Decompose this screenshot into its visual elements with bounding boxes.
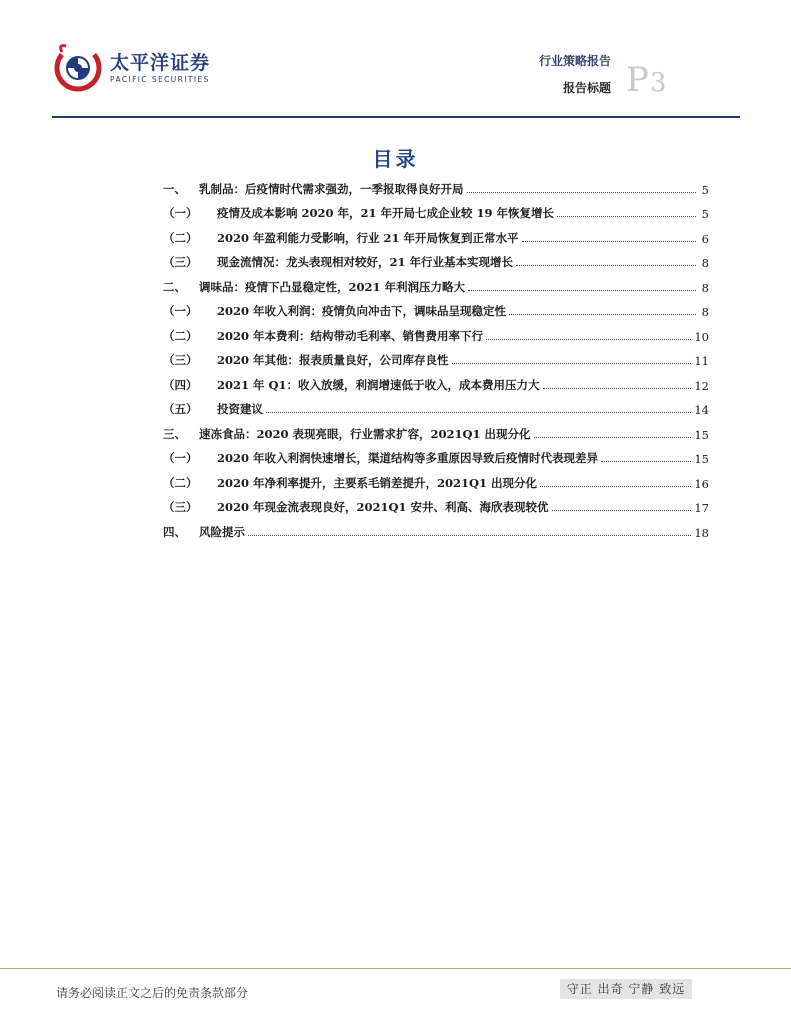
toc-entry-text (163, 230, 519, 246)
toc-entry[interactable] (163, 368, 709, 393)
toc-entry-text (163, 352, 449, 368)
toc-entry-text (163, 450, 598, 466)
toc-entry[interactable] (163, 491, 709, 516)
toc-entry-number: （一） (163, 304, 198, 318)
toc-page-number: 15 (694, 452, 709, 466)
toc-entry[interactable] (163, 466, 709, 491)
toc-entry[interactable] (163, 442, 709, 467)
toc-entry-label: 2021 年 Q1：收入放缓，利润增速低于收入，成本费用压力大 (217, 377, 540, 392)
toc-page-number: 8 (701, 256, 709, 270)
toc-dot-leader (468, 289, 696, 291)
toc-entry-label: 2020 年收入利润：疫情负向冲击下，调味品呈现稳定性 (217, 304, 507, 318)
toc-dot-leader (534, 436, 692, 438)
toc-entry-text (163, 426, 531, 442)
toc-page-number: 5 (701, 182, 709, 197)
toc-entry-label: 2020 年其他：报表质量良好，公司库存良性 (217, 353, 449, 367)
toc-entry-text (163, 279, 465, 295)
toc-entry[interactable] (163, 270, 709, 295)
toc-dot-leader (522, 240, 696, 242)
toc-page-number: 6 (701, 231, 709, 246)
toc-dot-leader (509, 313, 696, 315)
toc-entry-label: 2020 年收入利润快速增长，渠道结构等多重原因导致后疫情时代表现差异 (217, 451, 599, 465)
toc-dot-leader (486, 338, 691, 340)
toc-entry[interactable] (163, 295, 709, 320)
toc-entry-label: 速冻食品：2020 表现亮眼，行业需求扩容，2021Q1 出现分化 (199, 426, 531, 441)
toc-entry[interactable] (163, 221, 709, 246)
toc-page-number: 18 (694, 525, 709, 540)
toc-dot-leader (543, 387, 692, 389)
toc-entry-number: （四） (163, 377, 198, 392)
pacific-securities-logo (52, 42, 212, 92)
toc-entry-text (163, 181, 464, 197)
report-type: 行业策略报告 (538, 54, 611, 68)
toc-page-number: 14 (694, 403, 709, 417)
toc-dot-leader (516, 264, 696, 266)
toc-dot-leader (248, 534, 691, 536)
toc-dot-leader (552, 509, 692, 511)
footer-disclaimer: 请务必阅读正文之后的免责条款部分 (56, 986, 249, 1000)
toc-entry[interactable] (163, 197, 709, 222)
toc-entry-number: （三） (163, 353, 198, 367)
toc-entry-label: 现金流情况：龙头表现相对较好，21 年行业基本实现增长 (217, 255, 514, 269)
toc-entry[interactable] (163, 417, 709, 442)
table-of-contents (163, 172, 709, 540)
toc-entry-text (163, 524, 245, 540)
page-header (0, 0, 791, 120)
toc-entry-text (163, 499, 549, 515)
toc-page-number: 8 (701, 305, 709, 319)
toc-entry[interactable] (163, 515, 709, 540)
toc-entry-label: 风险提示 (199, 524, 245, 539)
page-digit: 3 (649, 68, 667, 98)
toc-entry-label: 2020 年净利率提升，主要系毛销差提升，2021Q1 出现分化 (217, 475, 538, 490)
toc-entry-number: 一、 (163, 181, 186, 196)
page-letter: P (626, 60, 649, 100)
toc-entry-text (163, 205, 554, 221)
toc-entry-text (163, 401, 263, 417)
report-title: 报告标题 (562, 81, 611, 95)
toc-entry-number: 二、 (163, 279, 186, 294)
toc-page-number: 8 (701, 280, 709, 295)
logo-english-name: PACIFIC SECURITIES (110, 75, 210, 84)
toc-title: 目录 (372, 147, 419, 171)
toc-entry-number: （二） (163, 475, 198, 490)
toc-entry-number: （一） (163, 206, 198, 220)
toc-dot-leader (540, 485, 691, 487)
toc-entry-text (163, 475, 537, 491)
toc-dot-leader (557, 215, 696, 217)
toc-entry-label: 调味品：疫情下凸显稳定性，2021 年利润压力略大 (199, 279, 466, 294)
footer-divider (0, 968, 791, 969)
toc-page-number: 11 (694, 354, 709, 368)
toc-entry[interactable] (163, 246, 709, 271)
toc-entry-text (163, 303, 506, 319)
toc-entry[interactable] (163, 172, 709, 197)
toc-entry[interactable] (163, 319, 709, 344)
toc-entry-number: （二） (163, 328, 198, 343)
toc-dot-leader (266, 411, 691, 413)
toc-dot-leader (601, 460, 691, 462)
toc-page-number: 12 (694, 378, 709, 393)
toc-dot-leader (452, 362, 692, 364)
footer-motto: 守正 出奇 宁静 致远 (560, 979, 692, 999)
toc-entry-label: 疫情及成本影响 2020 年，21 年开局七成企业较 19 年恢复增长 (217, 206, 555, 220)
toc-entry-label: 2020 年本费利：结构带动毛利率、销售费用率下行 (217, 328, 484, 343)
toc-entry-label: 2020 年盈利能力受影响，行业 21 年开局恢复到正常水平 (217, 230, 519, 245)
toc-entry-text (163, 377, 540, 393)
toc-entry-number: （一） (163, 451, 198, 465)
toc-page-number: 5 (701, 207, 709, 221)
page-number (626, 60, 666, 100)
logo-chinese-name: 太平洋证券 (110, 52, 211, 74)
toc-entry[interactable] (163, 344, 709, 369)
header-divider (52, 116, 740, 118)
toc-entry-text (163, 254, 513, 270)
toc-entry-label: 2020 年现金流表现良好，2021Q1 安井、利高、海欣表现较优 (217, 500, 549, 514)
toc-entry[interactable] (163, 393, 709, 418)
toc-entry-number: （三） (163, 255, 198, 269)
toc-entry-number: 三、 (163, 426, 186, 441)
toc-page-number: 15 (694, 427, 709, 442)
logo-emblem-icon (52, 42, 104, 92)
toc-entry-number: （五） (163, 402, 198, 416)
toc-entry-number: 四、 (163, 524, 186, 539)
toc-entry-label: 乳制品：后疫情时代需求强劲，一季报取得良好开局 (199, 181, 464, 196)
toc-page-number: 16 (694, 476, 709, 491)
toc-entry-number: （二） (163, 230, 198, 245)
toc-page-number: 10 (694, 329, 709, 344)
toc-page-number: 17 (694, 501, 709, 515)
toc-entry-text (163, 328, 483, 344)
toc-entry-label: 投资建议 (217, 402, 263, 416)
toc-dot-leader (467, 191, 697, 193)
toc-entry-number: （三） (163, 500, 198, 514)
